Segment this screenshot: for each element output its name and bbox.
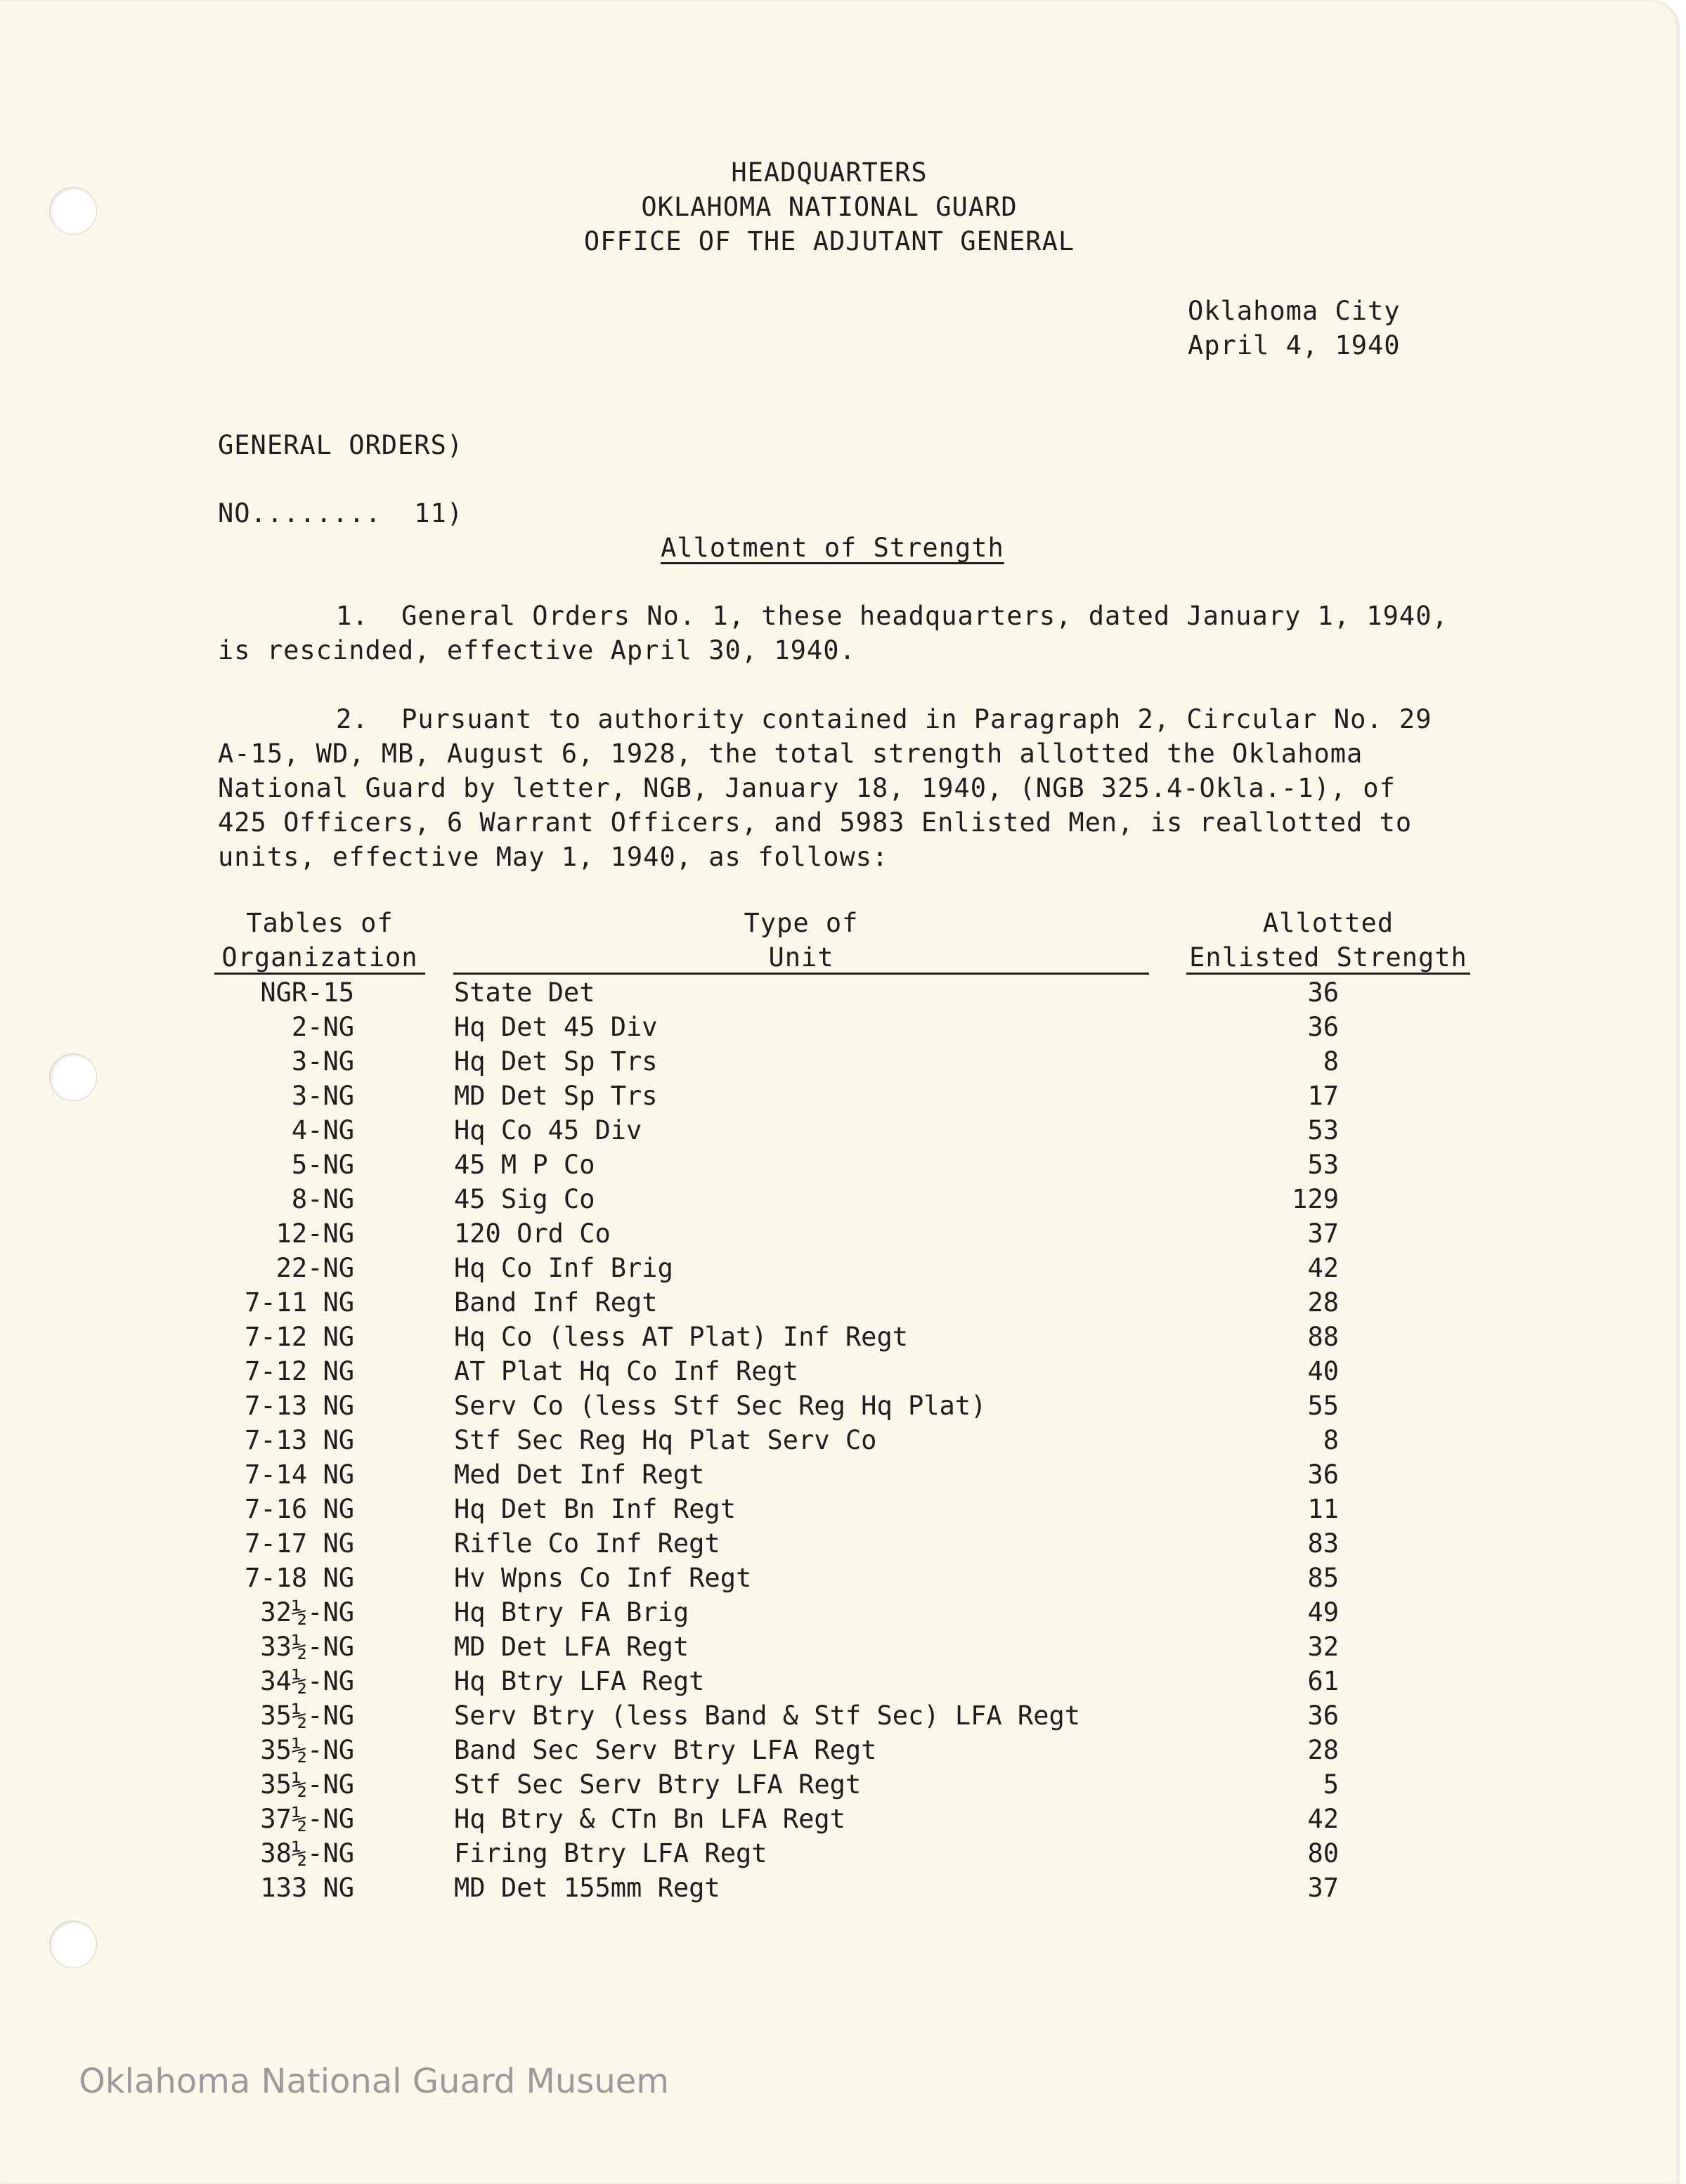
allotted-strength: 40 xyxy=(1307,1356,1339,1386)
allotted-strength: 129 xyxy=(1292,1184,1339,1214)
table-of-organization: 7-11 NG xyxy=(245,1287,354,1318)
allotted-strength: 36 xyxy=(1307,1460,1339,1490)
table-row xyxy=(0,1044,1680,1079)
table-row xyxy=(0,1664,1680,1698)
column-header-rule xyxy=(1186,973,1470,975)
letterhead-line-1: HEADQUARTERS xyxy=(731,157,928,188)
unit-type: AT Plat Hq Co Inf Regt xyxy=(454,1356,799,1386)
table-row xyxy=(0,1767,1680,1802)
table-of-organization: 8-NG xyxy=(291,1184,354,1214)
allotted-strength: 28 xyxy=(1307,1735,1339,1765)
table-row xyxy=(0,1630,1680,1664)
table-of-organization: 34½-NG xyxy=(260,1666,354,1696)
unit-type: Band Inf Regt xyxy=(454,1287,658,1318)
museum-watermark: Oklahoma National Guard Musuem xyxy=(79,2062,670,2101)
unit-type: 120 Ord Co xyxy=(454,1218,611,1249)
letterhead-line-2: OKLAHOMA NATIONAL GUARD xyxy=(641,192,1018,222)
table-of-organization: 3-NG xyxy=(291,1081,354,1111)
table-of-organization: 7-16 NG xyxy=(245,1494,354,1524)
unit-type: Hq Det 45 Div xyxy=(454,1012,658,1042)
table-of-organization: 7-12 NG xyxy=(245,1356,354,1386)
unit-type: MD Det LFA Regt xyxy=(454,1632,689,1662)
table-of-organization: 7-14 NG xyxy=(245,1460,354,1490)
unit-type: MD Det 155mm Regt xyxy=(454,1873,720,1903)
column-header-type-line2: Unit xyxy=(768,942,834,973)
table-row xyxy=(0,1492,1680,1526)
unit-type: 45 Sig Co xyxy=(454,1184,595,1214)
allotted-strength: 53 xyxy=(1307,1150,1339,1180)
unit-type: State Det xyxy=(454,977,595,1008)
unit-type: Hq Co Inf Brig xyxy=(454,1253,673,1283)
unit-type: Serv Btry (less Band & Stf Sec) LFA Regt xyxy=(454,1701,1081,1731)
table-of-organization: 2-NG xyxy=(291,1012,354,1042)
allotted-strength: 28 xyxy=(1307,1287,1339,1318)
order-date: April 4, 1940 xyxy=(1188,330,1401,360)
column-header-type-line1: Type of xyxy=(744,908,859,938)
table-row xyxy=(0,1698,1680,1733)
allotted-strength: 42 xyxy=(1307,1253,1339,1283)
allotted-strength: 80 xyxy=(1307,1838,1339,1868)
table-row xyxy=(0,1595,1680,1630)
paragraph-1-line: 1. General Orders No. 1, these headquarters, dated January 1, 1940, xyxy=(336,601,1448,631)
table-row xyxy=(0,1079,1680,1113)
table-of-organization: 35½-NG xyxy=(260,1735,354,1765)
table-row xyxy=(0,1285,1680,1320)
unit-type: Band Sec Serv Btry LFA Regt xyxy=(454,1735,877,1765)
allotted-strength: 36 xyxy=(1307,977,1339,1008)
letterhead-line-3: OFFICE OF THE ADJUTANT GENERAL xyxy=(583,226,1075,256)
table-of-organization: 33½-NG xyxy=(260,1632,354,1662)
table-row xyxy=(0,975,1680,1010)
allotted-strength: 5 xyxy=(1323,1769,1339,1800)
table-of-organization: 7-13 NG xyxy=(245,1425,354,1455)
allotted-strength: 61 xyxy=(1307,1666,1339,1696)
order-number: NO........ 11) xyxy=(218,498,464,528)
unit-type: Hq Co (less AT Plat) Inf Regt xyxy=(454,1322,909,1352)
table-row xyxy=(0,1182,1680,1216)
allotted-strength: 8 xyxy=(1323,1046,1339,1077)
allotted-strength: 85 xyxy=(1307,1563,1339,1593)
allotted-strength: 42 xyxy=(1307,1804,1339,1834)
column-header-rule xyxy=(214,973,425,975)
unit-type: MD Det Sp Trs xyxy=(454,1081,658,1111)
allotted-strength: 88 xyxy=(1307,1322,1339,1352)
punch-hole xyxy=(49,187,97,235)
table-row xyxy=(0,1457,1680,1492)
table-of-organization: 7-18 NG xyxy=(245,1563,354,1593)
allotted-strength: 32 xyxy=(1307,1632,1339,1662)
unit-type: Rifle Co Inf Regt xyxy=(454,1528,720,1559)
table-row xyxy=(0,1423,1680,1457)
allotted-strength: 37 xyxy=(1307,1873,1339,1903)
allotted-strength: 8 xyxy=(1323,1425,1339,1455)
paragraph-2-line: 2. Pursuant to authority contained in Paragraph 2, Circular No. 29 xyxy=(336,704,1432,734)
table-row xyxy=(0,1871,1680,1905)
unit-type: 45 M P Co xyxy=(454,1150,595,1180)
column-header-rule xyxy=(453,973,1149,975)
table-row xyxy=(0,1802,1680,1836)
general-orders-label: GENERAL ORDERS) xyxy=(218,430,464,460)
column-header-strength-line2: Enlisted Strength xyxy=(1189,942,1467,973)
table-row xyxy=(0,1010,1680,1044)
table-row xyxy=(0,1148,1680,1182)
table-of-organization: 12-NG xyxy=(275,1218,354,1249)
table-row xyxy=(0,1733,1680,1767)
table-of-organization: 37½-NG xyxy=(260,1804,354,1834)
unit-type: Stf Sec Serv Btry LFA Regt xyxy=(454,1769,862,1800)
table-of-organization: NGR-15 xyxy=(260,977,354,1008)
paragraph-1-line: is rescinded, effective April 30, 1940. xyxy=(218,635,856,665)
paragraph-2-line: 425 Officers, 6 Warrant Officers, and 5983 Enlisted Men, is reallotted to xyxy=(218,807,1413,838)
allotted-strength: 17 xyxy=(1307,1081,1339,1111)
allotted-strength: 36 xyxy=(1307,1701,1339,1731)
unit-type: Med Det Inf Regt xyxy=(454,1460,705,1490)
table-of-organization: 32½-NG xyxy=(260,1597,354,1627)
table-row xyxy=(0,1216,1680,1251)
unit-type: Hq Det Bn Inf Regt xyxy=(454,1494,736,1524)
allotted-strength: 83 xyxy=(1307,1528,1339,1559)
unit-type: Firing Btry LFA Regt xyxy=(454,1838,767,1868)
place-city: Oklahoma City xyxy=(1188,296,1401,326)
table-row xyxy=(0,1251,1680,1285)
unit-type: Hq Btry FA Brig xyxy=(454,1597,689,1627)
table-row xyxy=(0,1354,1680,1389)
table-of-organization: 22-NG xyxy=(275,1253,354,1283)
table-of-organization: 7-13 NG xyxy=(245,1391,354,1421)
unit-type: Hv Wpns Co Inf Regt xyxy=(454,1563,752,1593)
table-of-organization: 7-12 NG xyxy=(245,1322,354,1352)
table-of-organization: 38½-NG xyxy=(260,1838,354,1868)
table-row xyxy=(0,1320,1680,1354)
unit-type: Serv Co (less Stf Sec Reg Hq Plat) xyxy=(454,1391,987,1421)
table-of-organization: 35½-NG xyxy=(260,1769,354,1800)
allotted-strength: 49 xyxy=(1307,1597,1339,1627)
table-of-organization: 4-NG xyxy=(291,1115,354,1145)
table-of-organization: 5-NG xyxy=(291,1150,354,1180)
unit-type: Hq Det Sp Trs xyxy=(454,1046,658,1077)
unit-type: Hq Btry & CTn Bn LFA Regt xyxy=(454,1804,845,1834)
paragraph-2-line: A-15, WD, MB, August 6, 1928, the total strength allotted the Oklahoma xyxy=(218,739,1363,769)
table-of-organization: 3-NG xyxy=(291,1046,354,1077)
unit-type: Hq Co 45 Div xyxy=(454,1115,642,1145)
table-row xyxy=(0,1561,1680,1595)
allotted-strength: 55 xyxy=(1307,1391,1339,1421)
column-header-tables-line2: Organization xyxy=(221,942,418,973)
table-of-organization: 35½-NG xyxy=(260,1701,354,1731)
allotted-strength: 53 xyxy=(1307,1115,1339,1145)
punch-hole xyxy=(49,1920,97,1968)
paragraph-2-line: National Guard by letter, NGB, January 18, 1940, (NGB 325.4-Okla.-1), of xyxy=(218,773,1396,803)
allotted-strength: 36 xyxy=(1307,1012,1339,1042)
table-row xyxy=(0,1389,1680,1423)
table-of-organization: 7-17 NG xyxy=(245,1528,354,1559)
table-row xyxy=(0,1526,1680,1561)
subject-heading: Allotment of Strength xyxy=(661,533,1004,563)
column-header-tables-line1: Tables of xyxy=(246,908,394,938)
unit-type: Hq Btry LFA Regt xyxy=(454,1666,705,1696)
column-header-strength-line1: Allotted xyxy=(1262,908,1394,938)
table-row xyxy=(0,1113,1680,1148)
unit-type: Stf Sec Reg Hq Plat Serv Co xyxy=(454,1425,877,1455)
allotted-strength: 37 xyxy=(1307,1218,1339,1249)
table-row xyxy=(0,1836,1680,1871)
allotted-strength: 11 xyxy=(1307,1494,1339,1524)
table-of-organization: 133 NG xyxy=(260,1873,354,1903)
paragraph-2-line: units, effective May 1, 1940, as follows: xyxy=(218,842,889,872)
